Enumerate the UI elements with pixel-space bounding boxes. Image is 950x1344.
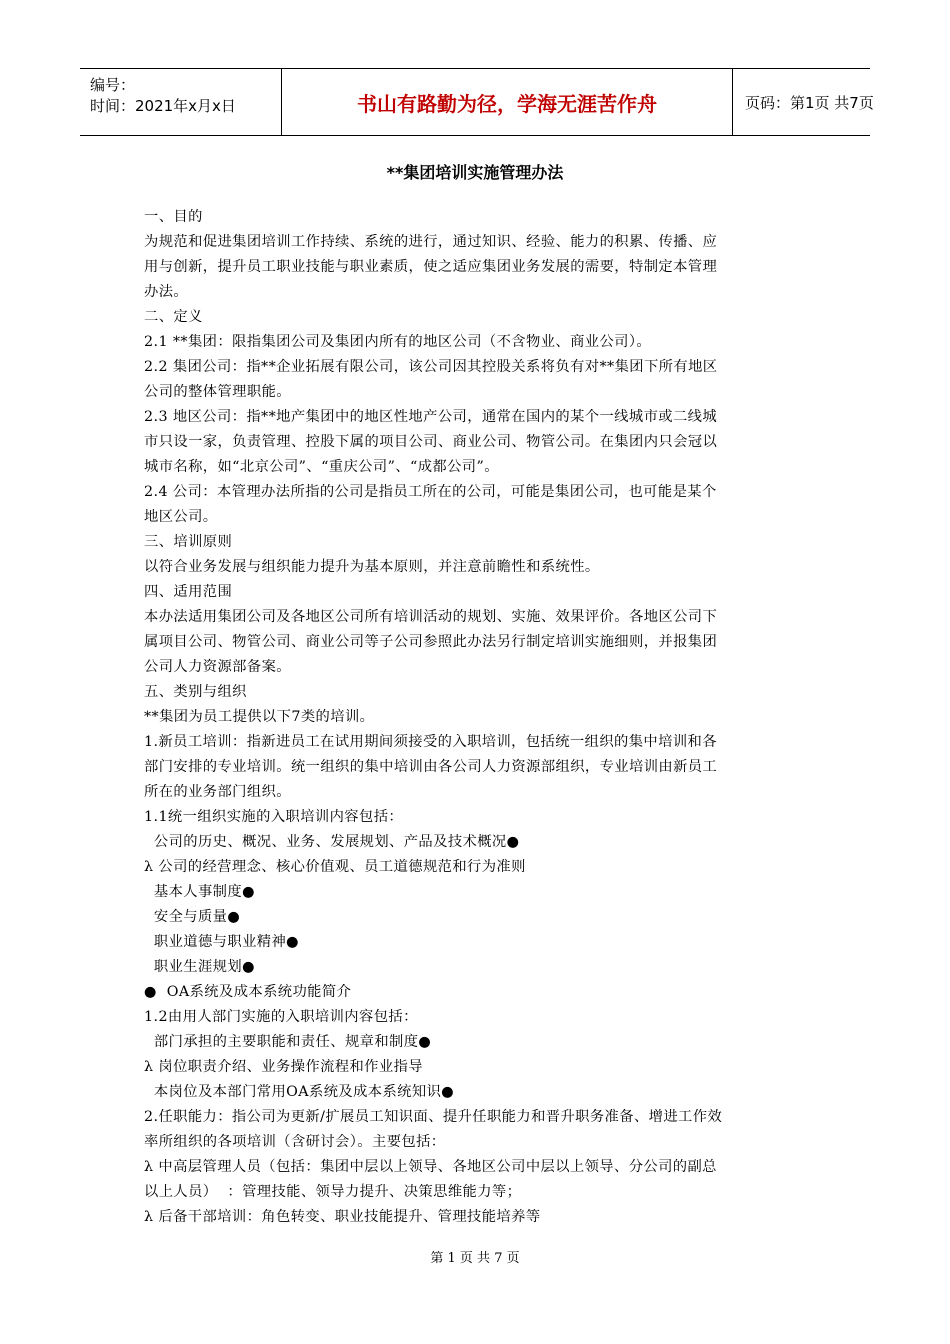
- paragraph-line: 职业道德与职业精神●: [144, 934, 300, 950]
- paragraph-line: 公司人力资源部备案。: [144, 659, 291, 675]
- header-page-info: 页码：第1页 共7页: [745, 93, 874, 112]
- paragraph-line: 办法。: [144, 284, 189, 300]
- paragraph-line: 地区公司。: [144, 509, 218, 525]
- paragraph-line: λ 后备干部培训：角色转变、职业技能提升、管理技能培养等: [144, 1209, 541, 1225]
- number-label: 编号：: [90, 76, 136, 94]
- page-header-table: [80, 68, 874, 136]
- paragraph-line: 率所组织的各项培训（含研讨会）。主要包括：: [144, 1134, 446, 1150]
- document-body: [144, 205, 814, 1230]
- paragraph-line: 职业生涯规划●: [144, 959, 255, 975]
- paragraph-line: 2.任职能力：指公司为更新/扩展员工知识面、提升任职能力和晋升职务准备、增进工作效: [144, 1109, 723, 1125]
- paragraph-line: λ 公司的经营理念、核心价值观、员工道德规范和行为准则: [144, 859, 526, 875]
- paragraph-line: 为规范和促进集团培训工作持续、系统的进行，通过知识、经验、能力的积累、传播、应: [144, 234, 718, 250]
- paragraph-line: 2.4 公司：本管理办法所指的公司是指员工所在的公司，可能是集团公司，也可能是某个: [144, 484, 717, 500]
- paragraph-line: 基本人事制度●: [144, 884, 255, 900]
- header-motto: 书山有路勤为径，学海无涯苦作舟: [281, 69, 733, 135]
- paragraph-line: 市只设一家，负责管理、控股下属的项目公司、商业公司、物管公司。在集团内只会冠以: [144, 434, 718, 450]
- paragraph-line: 四、适用范围: [144, 584, 233, 600]
- paragraph-line: 2.3 地区公司：指**地产集团中的地区性地产公司，通常在国内的某个一线城市或二线城: [144, 409, 718, 425]
- paragraph-line: 城市名称，如“北京公司”、“重庆公司”、“成都公司”。: [144, 459, 499, 475]
- paragraph-line: 安全与质量●: [144, 909, 241, 925]
- paragraph-line: 二、定义: [144, 309, 203, 325]
- paragraph-line: 2.1 **集团：限指集团公司及集团内所有的地区公司（不含物业、商业公司）。: [144, 334, 652, 350]
- paragraph-line: 本岗位及本部门常用OA系统及成本系统知识●: [144, 1084, 455, 1100]
- paragraph-line: 五、类别与组织: [144, 684, 247, 700]
- paragraph-line: **集团为员工提供以下7类的培训。: [144, 709, 375, 725]
- paragraph-line: 1.新员工培训：指新进员工在试用期间须接受的入职培训，包括统一组织的集中培训和各: [144, 734, 717, 750]
- paragraph-line: 本办法适用集团公司及各地区公司所有培训活动的规划、实施、效果评价。各地区公司下: [144, 609, 718, 625]
- paragraph-line: 公司的整体管理职能。: [144, 384, 291, 400]
- paragraph-line: ● OA系统及成本系统功能简介: [144, 984, 352, 1000]
- paragraph-line: λ 中高层管理人员（包括：集团中层以上领导、各地区公司中层以上领导、分公司的副总: [144, 1159, 717, 1175]
- paragraph-line: 部门安排的专业培训。统一组织的集中培训由各公司人力资源部组织，专业培训由新员工: [144, 759, 718, 775]
- paragraph-line: 1.1统一组织实施的入职培训内容包括：: [144, 809, 404, 825]
- date-label: 时间：2021年x月x日: [90, 97, 236, 115]
- page-footer: 第 1 页 共 7 页: [430, 1251, 520, 1266]
- paragraph-line: 以符合业务发展与组织能力提升为基本原则，并注意前瞻性和系统性。: [144, 559, 600, 575]
- paragraph-line: 以上人员） ：管理技能、领导力提升、决策思维能力等；: [144, 1184, 522, 1200]
- paragraph-line: 部门承担的主要职能和责任、规章和制度●: [144, 1034, 432, 1050]
- paragraph-line: 所在的业务部门组织。: [144, 784, 291, 800]
- paragraph-line: 2.2 集团公司：指**企业拓展有限公司，该公司因其控股关系将负有对**集团下所有地区: [144, 359, 718, 375]
- paragraph-line: 用与创新，提升员工职业技能与职业素质，使之适应集团业务发展的需要，特制定本管理: [144, 259, 718, 275]
- paragraph-line: 三、培训原则: [144, 534, 233, 550]
- paragraph-line: 1.2由用人部门实施的入职培训内容包括：: [144, 1009, 418, 1025]
- document-title: **集团培训实施管理办法: [386, 163, 564, 182]
- paragraph-line: 公司的历史、概况、业务、发展规划、产品及技术概况●: [144, 834, 520, 850]
- header-meta-cell: [80, 69, 281, 135]
- paragraph-line: λ 岗位职责介绍、业务操作流程和作业指导: [144, 1059, 423, 1075]
- paragraph-line: 属项目公司、物管公司、商业公司等子公司参照此办法另行制定培训实施细则，并报集团: [144, 634, 718, 650]
- paragraph-line: 一、目的: [144, 209, 203, 225]
